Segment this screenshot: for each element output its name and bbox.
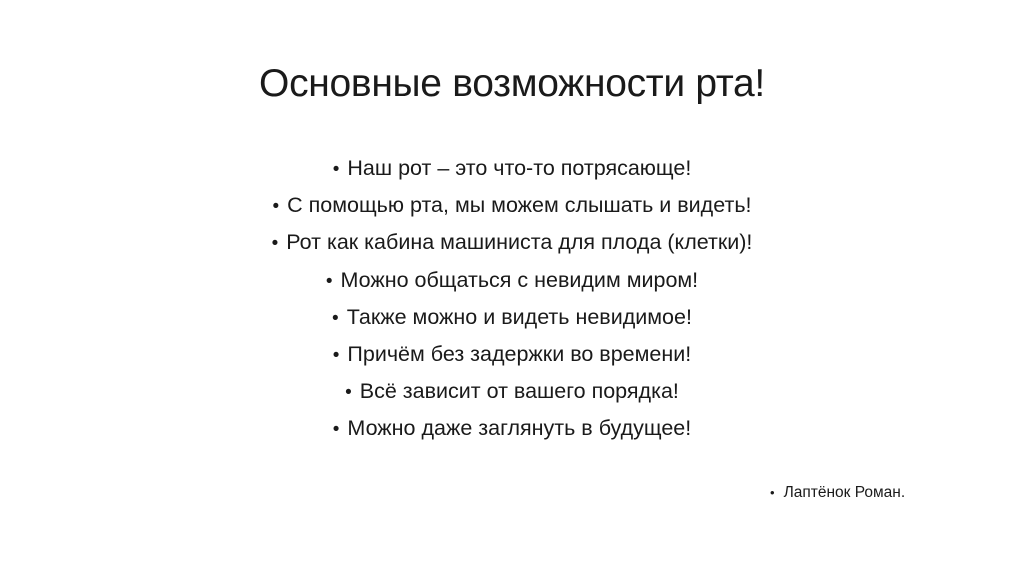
- bullet-text: Можно общаться с невидим миром!: [340, 267, 699, 292]
- bullet-dot-icon: •: [332, 307, 339, 329]
- bullet-item: [0, 299, 1024, 336]
- bullet-dot-icon: •: [271, 233, 279, 255]
- bullet-item: [0, 373, 1024, 410]
- bullet-list: [0, 150, 1024, 448]
- bullet-text: Всё зависит от вашего порядка!: [359, 379, 679, 404]
- bullet-dot-icon: •: [332, 344, 340, 366]
- bullet-dot-icon: •: [345, 382, 352, 404]
- bullet-text: Рот как кабина машиниста для плода (клетки)!: [286, 230, 753, 255]
- bullet-item: [0, 336, 1024, 373]
- bullet-dot-icon: •: [770, 485, 775, 500]
- bullet-item: [0, 187, 1024, 224]
- author-credit: [770, 482, 905, 504]
- bullet-item: [0, 262, 1024, 299]
- bullet-text: С помощью рта, мы можем слышать и видеть!: [287, 193, 752, 218]
- bullet-text: Причём без задержки во времени!: [347, 341, 692, 366]
- slide-title: Основные возможности рта!: [259, 62, 765, 105]
- bullet-dot-icon: •: [325, 270, 333, 292]
- bullet-text: Наш рот – это что-то потрясающе!: [347, 156, 692, 180]
- bullet-text: Также можно и видеть невидимое!: [346, 304, 692, 329]
- bullet-dot-icon: •: [332, 419, 340, 441]
- author-name: Лаптёнок Роман.: [783, 484, 906, 501]
- bullet-item: [0, 224, 1024, 261]
- bullet-item: [0, 410, 1024, 447]
- bullet-text: Можно даже заглянуть в будущее!: [347, 416, 692, 441]
- bullet-item: [0, 150, 1024, 187]
- bullet-dot-icon: •: [272, 196, 280, 218]
- bullet-dot-icon: •: [332, 159, 340, 180]
